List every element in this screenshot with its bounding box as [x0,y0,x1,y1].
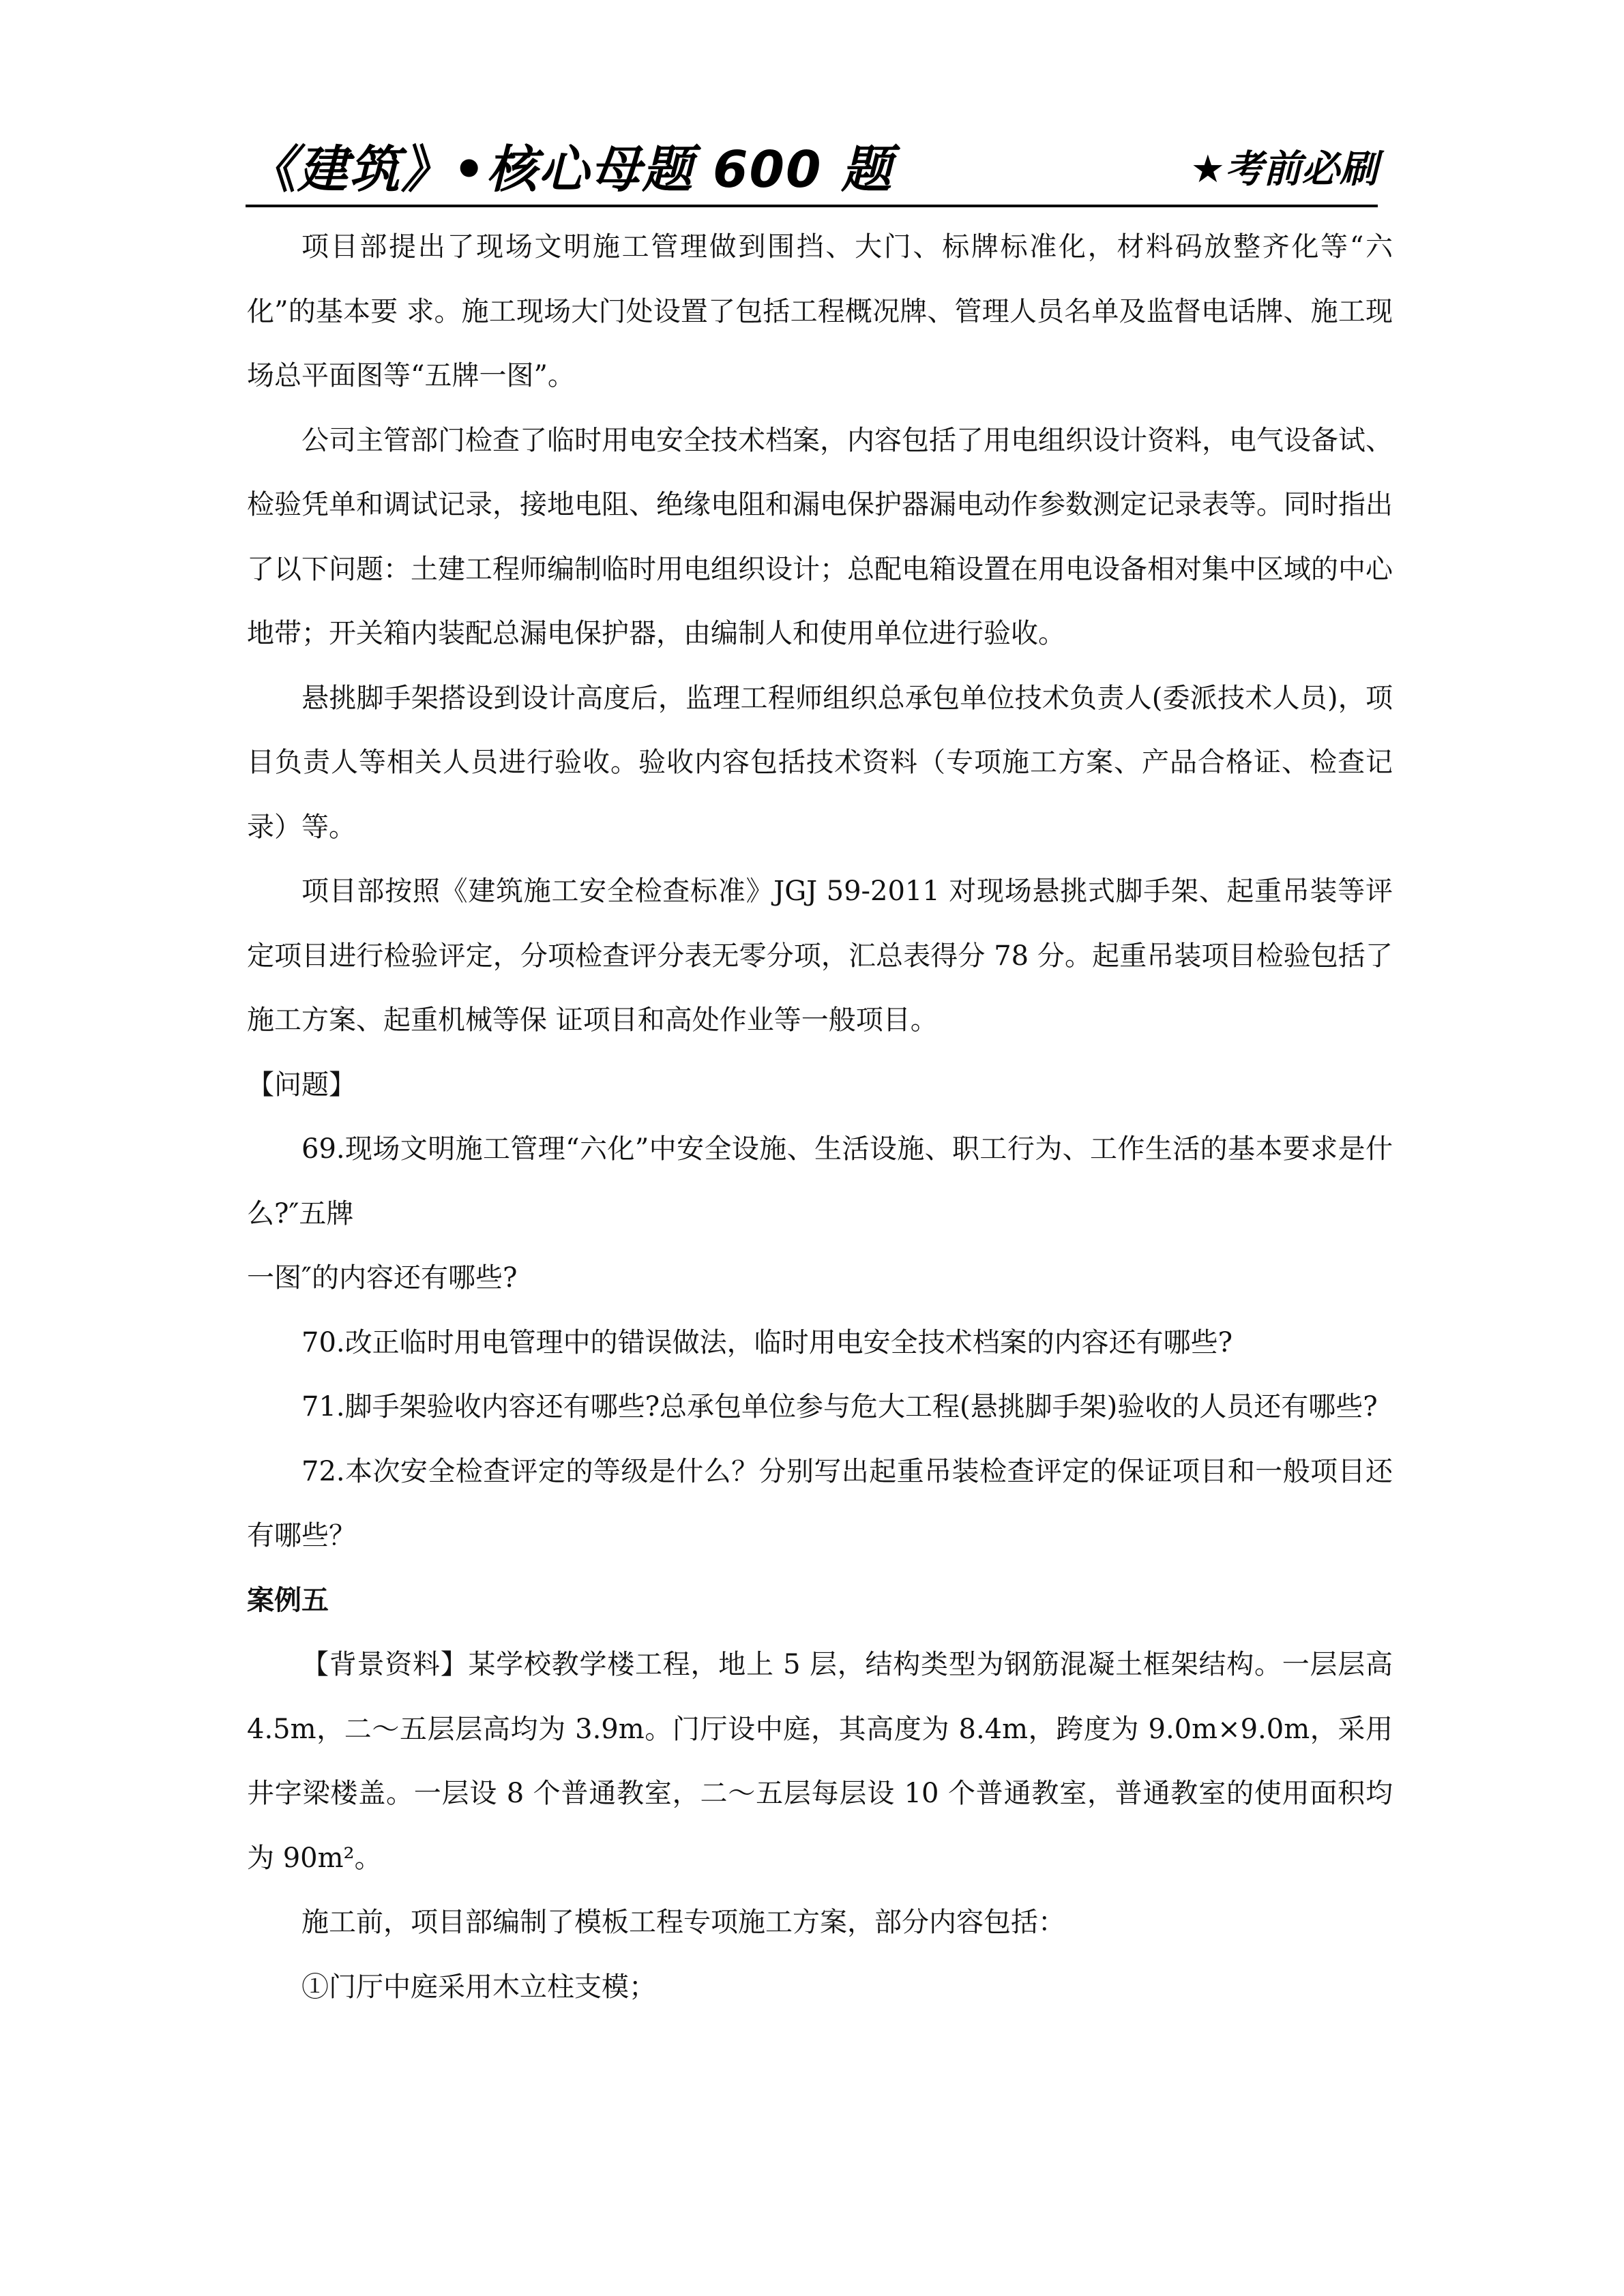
paragraph-temporary-electricity: 公司主管部门检查了临时用电安全技术档案，内容包括了用电组织设计资料，电气设备试、检验凭单和调试记录，接地电阻、绝缘电阻和漏电保护器漏电动作参数测定记录表等。同时指出了以下问题：土建工程师编制临时用电组织设计；总配电箱设置在用电设备相对集中区域的中心地带；开关箱内装配总漏电保护器，由编制人和使用单位进行验收。 [247,424,1393,649]
document-body [247,215,1393,2019]
page-header [246,130,1378,205]
question-71: 71.脚手架验收内容还有哪些?总承包单位参与危大工程(悬挑脚手架)验收的人员还有哪些? [301,1391,1378,1422]
paragraph-safety-inspection: 项目部按照《建筑施工安全检查标准》JGJ 59-2011 对现场悬挑式脚手架、起重吊装等评定项目进行检验评定，分项检查评分表无零分项，汇总表得分 78 分。起重吊装项目检验包括了施工方案、起重机械等保 证项目和高处作业等一般项目。 [247,876,1393,1036]
header-tag: ★考前必刷 [1190,147,1378,192]
question-69-continued: 一图″的内容还有哪些? [247,1262,518,1294]
case-background: 【背景资料】某学校教学楼工程，地上 5 层，结构类型为钢筋混凝土框架结构。一层层高 4.5m，二～五层层高均为 3.9m。门厅设中庭，其高度为 8.4m，跨度为 9.0m×9.0m，采用井字梁楼盖。一层设 8 个普通教室，二～五层每层设 10 个普通教室，普通教室的使用面积均为 90m²。 [247,1649,1393,1874]
paragraph-civilized-construction: 项目部提出了现场文明施工管理做到围挡、大门、标牌标准化，材料码放整齐化等“六化”的基本要 求。施工现场大门处设置了包括工程概况牌、管理人员名单及监督电话牌、施工现场总平面图等“五牌一图”。 [247,231,1393,391]
question-69: 69.现场文明施工管理“六化”中安全设施、生活设施、职工行为、工作生活的基本要求是什么?″五牌 [247,1133,1393,1229]
header-title: 《建筑》•核心母题 600 题 [246,140,894,199]
header-divider [246,205,1378,207]
question-70: 70.改正临时用电管理中的错误做法，临时用电安全技术档案的内容还有哪些? [301,1326,1233,1358]
case-plan-intro: 施工前，项目部编制了模板工程专项施工方案，部分内容包括： [301,1907,1065,1938]
question-72: 72.本次安全检查评定的等级是什么？分别写出起重吊装检查评定的保证项目和一般项目还有哪些？ [247,1455,1393,1551]
case-title: 案例五 [247,1584,329,1616]
case-item-1: ①门厅中庭采用木立柱支模； [301,1971,656,2003]
questions-heading: 【问题】 [247,1069,356,1101]
paragraph-scaffold-acceptance: 悬挑脚手架搭设到设计高度后，监理工程师组织总承包单位技术负责人(委派技术人员)，项目负责人等相关人员进行验收。验收内容包括技术资料（专项施工方案、产品合格证、检查记录）等。 [247,682,1393,843]
